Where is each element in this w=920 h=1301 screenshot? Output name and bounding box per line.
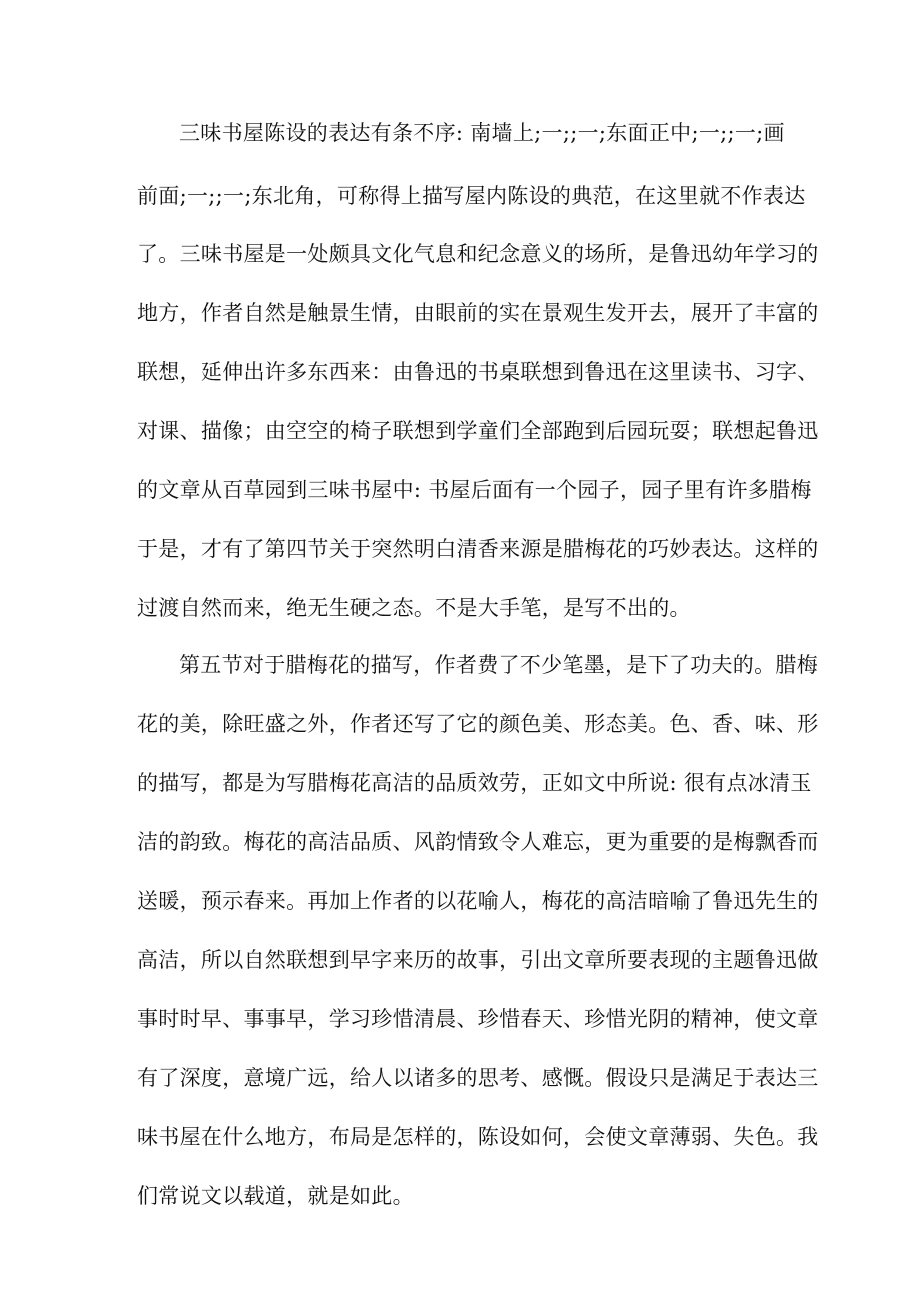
paragraph-2-line-10: 们常说文以载道，就是如此。	[137, 1184, 414, 1208]
paragraph-1-line-2: 前面;一;;一;东北角，可称得上描写屋内陈设的典范，在这里就不作表达	[137, 184, 806, 208]
paragraph-2-line-6: 高洁，所以自然联想到早字来历的故事，引出文章所要表现的主题鲁迅做	[137, 948, 819, 972]
paragraph-1-line-4: 地方，作者自然是触景生情，由眼前的实在景观生发开去，展开了丰富的	[137, 301, 819, 325]
paragraph-1-line-8: 于是，才有了第四节关于突然明白清香来源是腊梅花的巧妙表达。这样的	[137, 537, 819, 561]
paragraph-2-line-9: 味书屋在什么地方，布局是怎样的，陈设如何，会使文章薄弱、失色。我	[137, 1125, 819, 1149]
paragraph-2-line-7: 事时时早、事事早，学习珍惜清晨、珍惜春天、珍惜光阴的精神，使文章	[137, 1007, 819, 1031]
paragraph-2-line-3: 的描写，都是为写腊梅花高洁的品质效劳，正如文中所说: 很有点冰清玉	[137, 771, 812, 795]
paragraph-2-line-4: 洁的韵致。梅花的高洁品质、风韵情致令人难忘，更为重要的是梅飘香而	[137, 830, 819, 854]
paragraph-1-line-7: 的文章从百草园到三味书屋中: 书屋后面有一个园子，园子里有许多腊梅	[137, 478, 812, 502]
paragraph-1-line-1: 三味书屋陈设的表达有条不序: 南墙上;一;;一;东面正中;一;;一;画	[179, 121, 785, 145]
paragraph-1-line-6: 对课、描像；由空空的椅子联想到学童们全部跑到后园玩耍；联想起鲁迅	[137, 419, 819, 443]
paragraph-2-line-2: 花的美，除旺盛之外，作者还写了它的颜色美、形态美。色、香、味、形	[137, 712, 819, 736]
paragraph-2-line-5: 送暖，预示春来。再加上作者的以花喻人，梅花的高洁暗喻了鲁迅先生的	[137, 889, 819, 913]
paragraph-1-line-5: 联想，延伸出许多东西来：由鲁迅的书桌联想到鲁迅在这里读书、习字、	[137, 360, 819, 384]
paragraph-1-line-3: 了。三味书屋是一处颇具文化气息和纪念意义的场所，是鲁迅幼年学习的	[137, 242, 819, 266]
paragraph-1-line-9: 过渡自然而来，绝无生硬之态。不是大手笔，是写不出的。	[137, 596, 691, 620]
paragraph-2-line-8: 有了深度，意境广远，给人以诸多的思考、感慨。假设只是满足于表达三	[137, 1066, 819, 1090]
paragraph-2-line-1: 第五节对于腊梅花的描写，作者费了不少笔墨，是下了功夫的。腊梅	[179, 653, 818, 677]
